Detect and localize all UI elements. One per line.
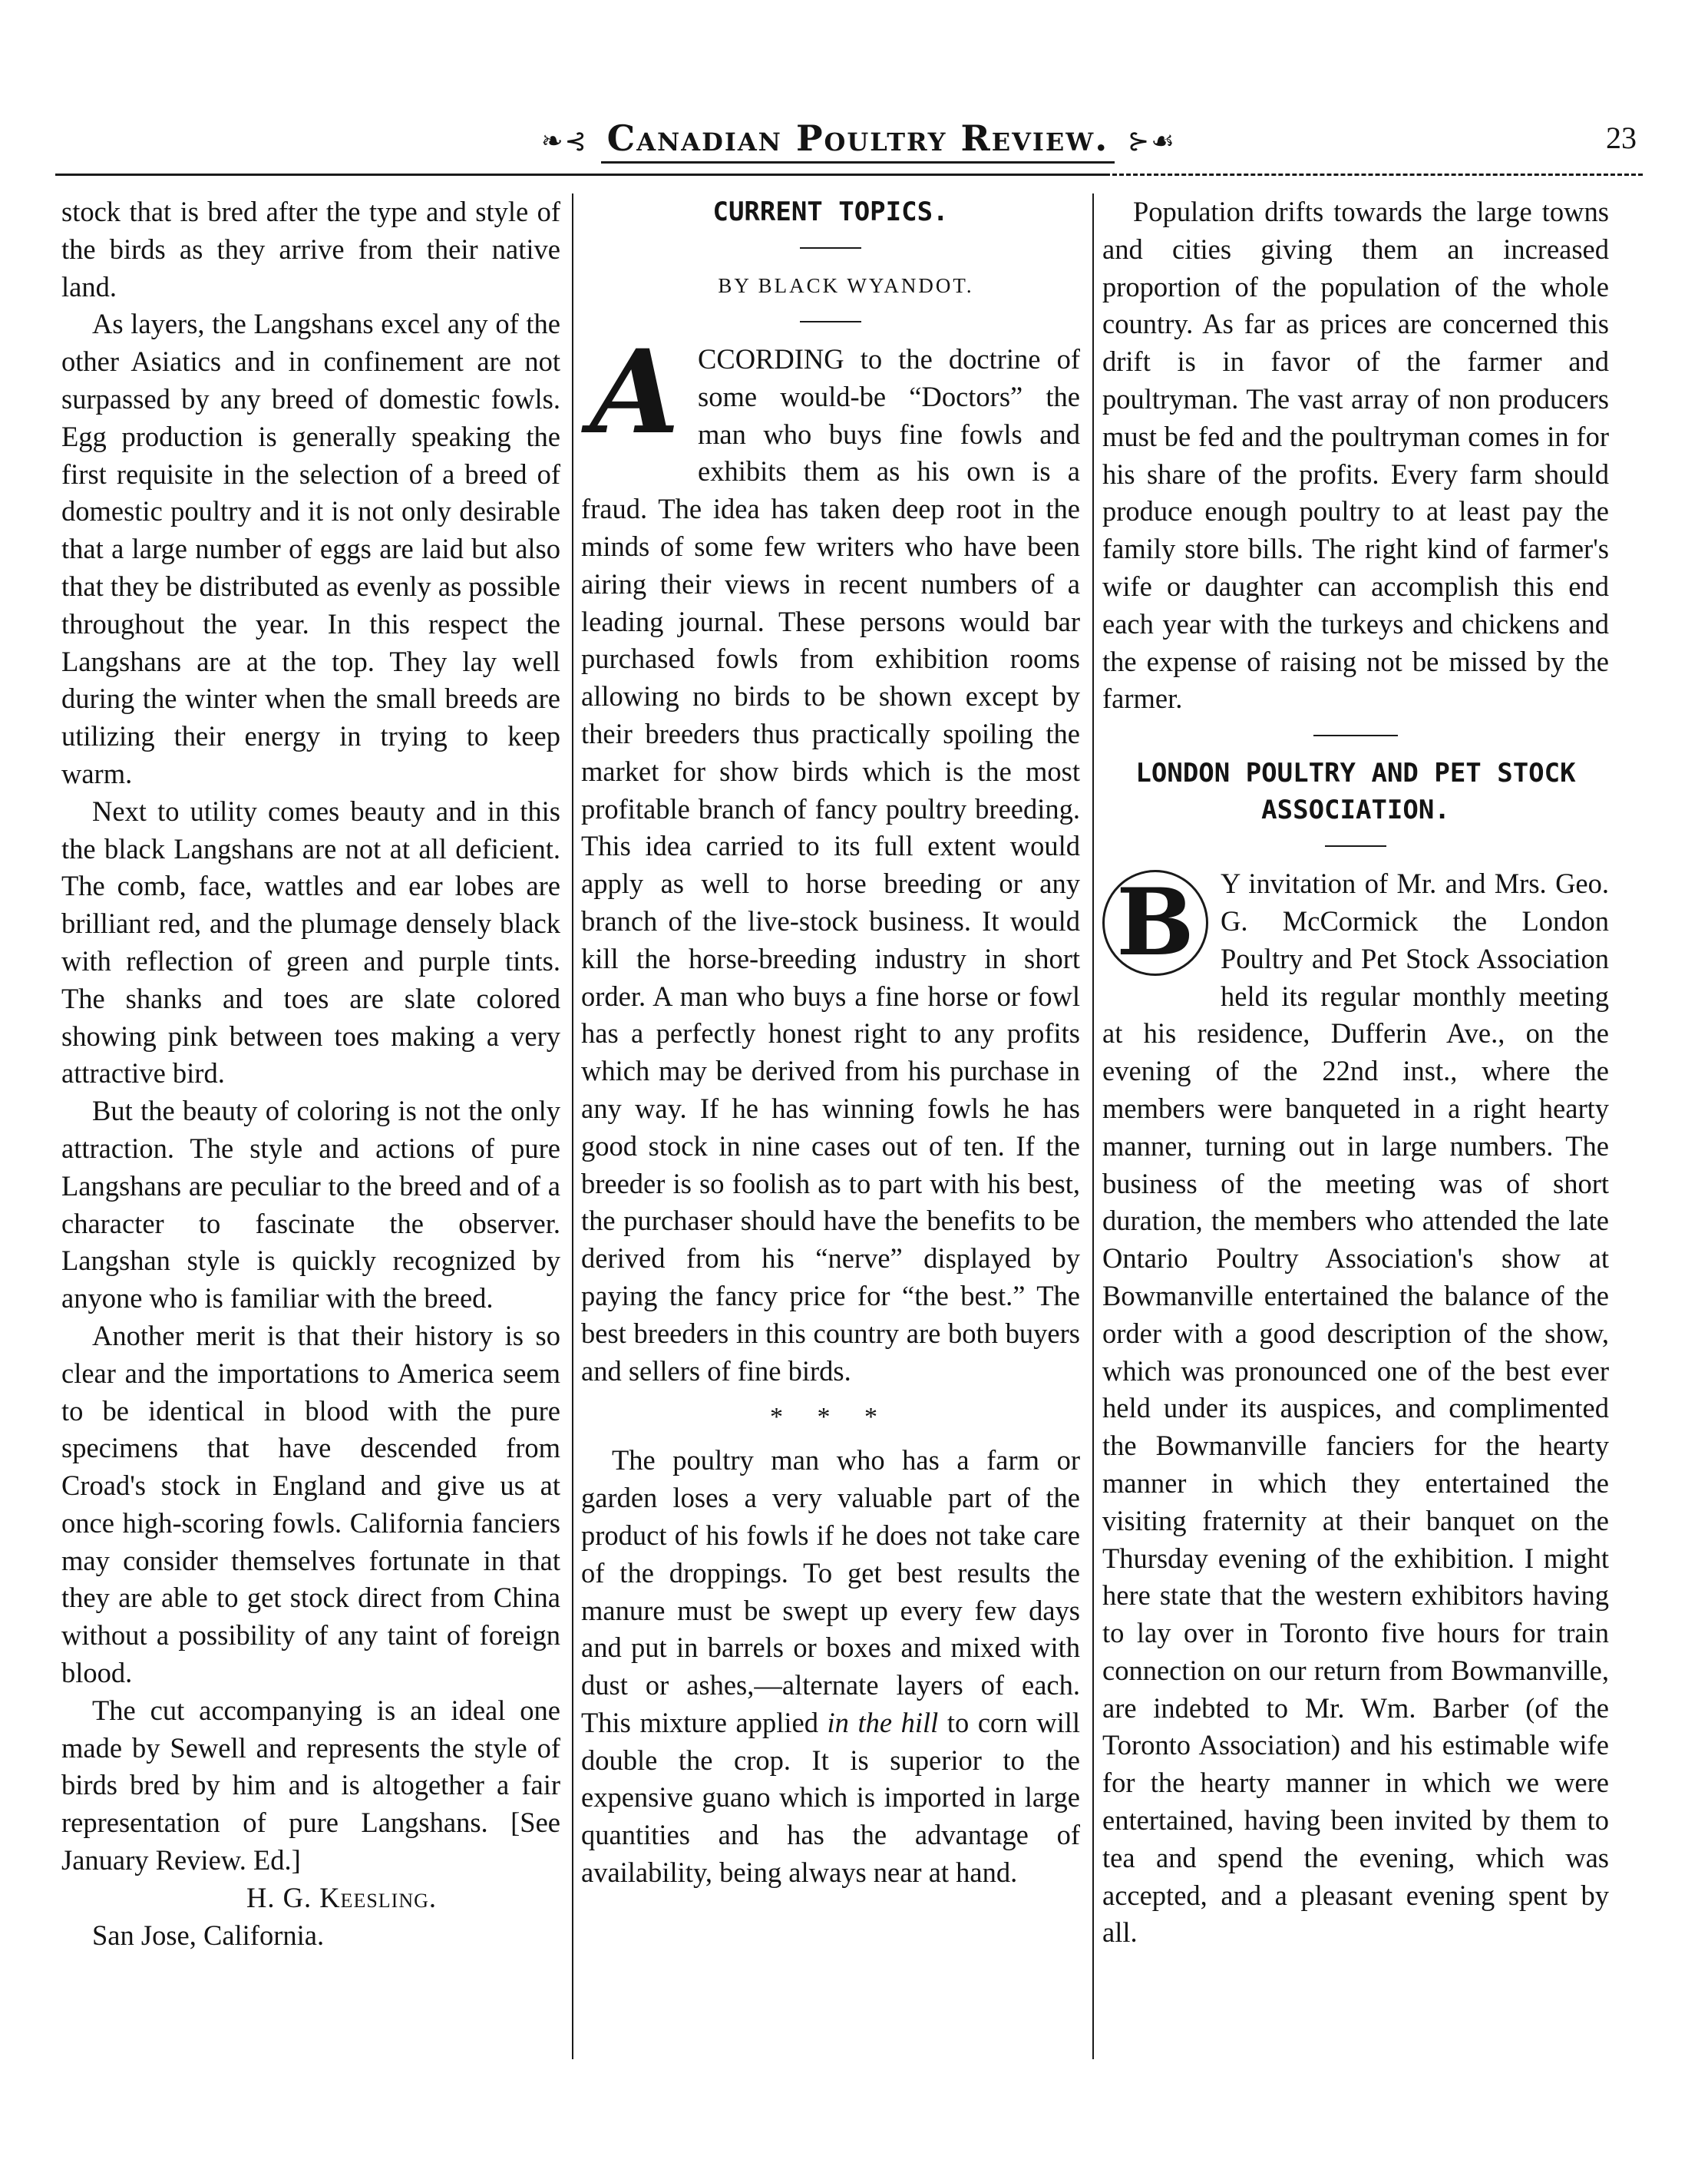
current-topics-paragraph-2-text-a: The poultry man who has a farm or garden loses a very valuable part of the product of his fowls if he does not take care of the droppings. To get best results the manure must be swept up every few days and put in barrels or boxes and mixed with dust or ashes,—alternate layers of each. This mixture applied: [581, 1444, 1080, 1738]
byline-rule: [800, 321, 861, 322]
current-topics-paragraph-2-text-b: to corn will double the crop. It is superior to the expensive guano which is imported in large quantities and has the advantage of availability, being always near at hand.: [581, 1706, 1080, 1889]
current-topics-paragraph-2: [581, 1442, 1080, 1892]
heading-rule: [800, 247, 861, 249]
london-association-paragraph: [1102, 865, 1609, 1952]
column-3: [1102, 193, 1609, 2082]
col1-paragraph-4: But the beauty of coloring is not the only attraction. The style and actions of pure Langshans are peculiar to the breed and of a character to fascinate the observer. Langshan style is quickly recognized by anyone who is familiar with the breed.: [61, 1095, 560, 1314]
masthead: [541, 115, 1176, 161]
current-topics-paragraph-2-italic: in the hill: [827, 1706, 939, 1738]
drop-cap-b: B: [1102, 870, 1208, 976]
col3-paragraph-1: Population drifts towards the large towns and cities giving them an increased proportion of the population of the whole country. As far as prices are concerned this drift is in favor of the farmer and poultryman. The vast array of non producers must be fed and the poultryman comes in for his share of the profits. Every farm should produce enough poultry to at least pay the family store bills. The right kind of farmer's wife or daughter can accomplish this end each year with the turkeys and chickens and the expense of raising not be missed by the farmer.: [1102, 196, 1609, 715]
column-divider-1: [572, 193, 573, 2059]
col1-paragraph-2: As layers, the Langshans excel any of the other Asiatics and in confinement are not surpassed by any breed of domestic fowls. Egg production is generally speaking the first requisite in the selection of a breed of domestic poultry and it is not only desirable that a large number of eggs are laid but also that they be distributed as evenly as possible throughout the year. In this respect the Langshans are at the top. They lay well during the winter when the small breeds are utilizing their energy in trying to keep warm.: [61, 308, 560, 789]
page-number: 23: [1606, 121, 1637, 155]
header-rule-left: [55, 174, 524, 176]
col1-paragraph-3: Next to utility comes beauty and in this the black Langshans are not at all deficient. The comb, face, wattles and ear lobes are brilliant red, and the plumage densely black with reflection of green and purple tints. The shanks and toes are slate colored showing pink between toes making a very attractive bird.: [61, 795, 560, 1089]
masthead-ornament-right-icon: ⊱☙: [1127, 126, 1176, 157]
section-rule: [1313, 735, 1398, 736]
london-association-heading: LONDON POULTRY AND PET STOCK ASSOCIATION.: [1135, 758, 1576, 826]
masthead-title: Canadian Poultry Review.: [601, 115, 1115, 164]
masthead-ornament-left-icon: ❧⊰: [541, 126, 588, 157]
col1-paragraph-1: stock that is bred after the type and style of the birds as they arrive from their native land.: [61, 196, 560, 303]
current-topics-paragraph-1-text: CCORDING to the doctrine of some would-be “Doctors” the man who buys fine fowls and exhibits them as his own is a fraud. The idea has taken deep root in the minds of some few writers who have been airing their views in recent numbers of a leading journal. These persons would bar purchased fowls from exhibition rooms allowing no birds to be shown except by their breeders thus practically spoiling the market for show birds which is the most profitable branch of fancy poultry breeding. This idea carried to its full extent would apply as well to horse breeding or any branch of the live-stock business. It would kill the horse-breeding industry in short order. A man who buys a fine horse or fowl has a perfectly honest right to any profits which may be derived from his purchase in any way. If he has winning fowls he has good stock in nine cases out of ten. If the breeder is so foolish as to part with his best, the purchaser should have the benefits to be derived from his “nerve” displayed by paying the fancy price for “the best.” The best breeders in this country are both buyers and sellers of fine birds.: [581, 343, 1080, 1387]
author-signature: H. G. Keesling.: [246, 1881, 438, 1913]
author-place: San Jose, California.: [92, 1919, 325, 1951]
section-separator: * * *: [770, 1403, 891, 1432]
column-1: [61, 193, 560, 2082]
col1-paragraph-6: The cut accompanying is an ideal one made by Sewell and represents the style of birds bred by him and is altogether a fair representation of pure Langshans. [See January Review. Ed.]: [61, 1694, 560, 1876]
current-topics-byline: BY BLACK WYANDOT.: [718, 274, 974, 297]
current-topics-paragraph-1: [581, 325, 1080, 1390]
column-2: [581, 193, 1080, 2082]
col1-paragraph-5: Another merit is that their history is so clear and the importations to America seem to be identical in blood with the pure specimens that have descended from Croad's stock in England and give us at once high-scoring fowls. California fanciers may consider themselves fortunate in that they are able to get stock direct from China without a possibility of any taint of foreign blood.: [61, 1319, 560, 1689]
column-divider-2: [1092, 193, 1094, 2059]
header-rule-middle: [524, 174, 1105, 176]
current-topics-heading: CURRENT TOPICS.: [712, 197, 949, 227]
london-association-paragraph-text: Y invitation of Mr. and Mrs. Geo. G. McCormick the London Poultry and Pet Stock Association held its regular monthly meeting at his residence, Dufferin Ave., on the evening of the 22nd inst., where the members were banqueted in a right hearty manner, turning out in large numbers. The business of the meeting was of short duration, the members who attended the late Ontario Poultry Association's show at Bowmanville entertained the balance of the order with a good description of the show, which was pronounced one of the best ever held under its auspices, and complimented the Bowmanville fanciers for the hearty manner in which they entertained the visiting fraternity at their banquet on the Thursday evening of the exhibition. I might here state that the western exhibitors having to lay over in Toronto five hours for train connection on our return from Bowmanville, are indebted to Mr. Wm. Barber (of the Toronto Association) and his estimable wife for the hearty manner in which we were entertained, having been invited by them to tea and spend the evening, which was accepted, and a pleasant evening spent by all.: [1102, 868, 1609, 1949]
header-rule-right: [1105, 174, 1643, 176]
london-heading-rule: [1325, 845, 1386, 847]
drop-cap-a: A: [590, 325, 680, 460]
